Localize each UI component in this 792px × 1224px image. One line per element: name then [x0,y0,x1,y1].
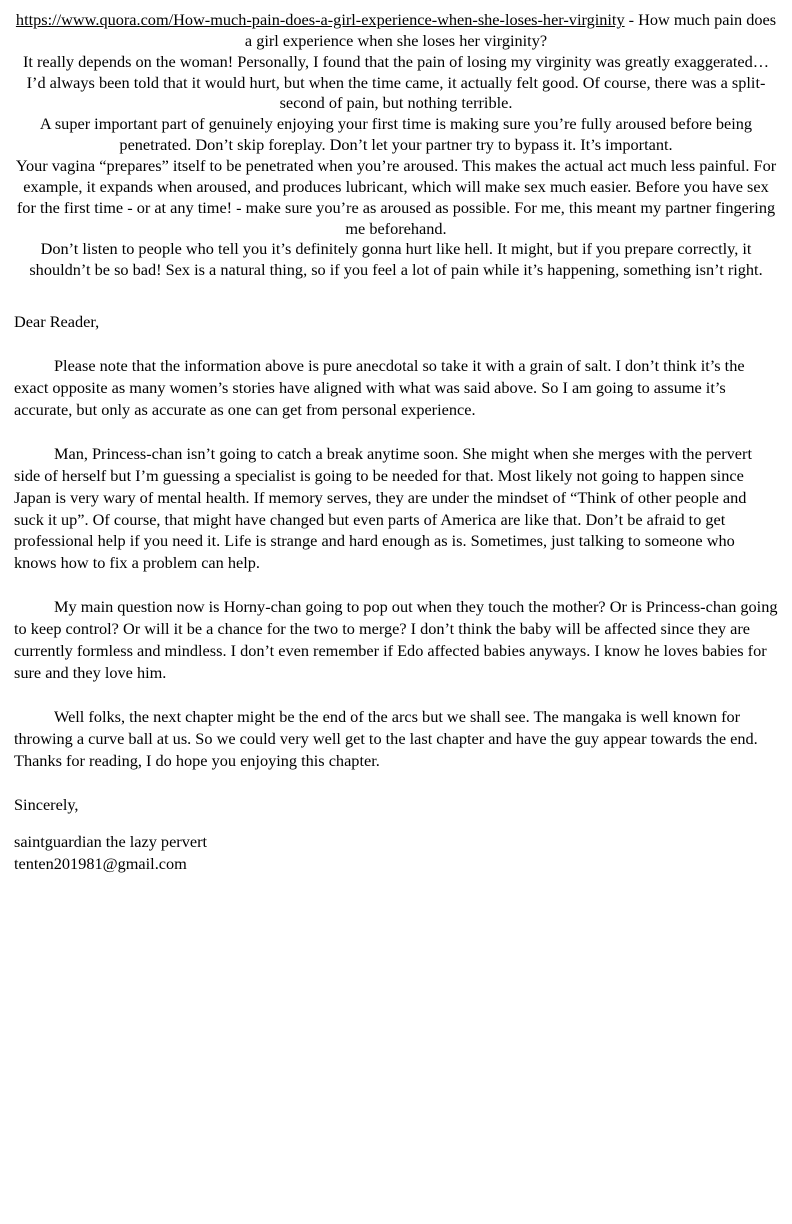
source-url-link[interactable]: https://www.quora.com/How-much-pain-does-a-girl-experience-when-she-loses-her-virginity [15,10,625,29]
letter-paragraph-3: My main question now is Horny-chan going to pop out when they touch the mother? Or is Princess-chan going to keep control? Or will it be a chance for the two to merge? I don’t think the baby will be affected since they are currently formless and mindless. I don’t even remember if Edo affected babies anyways. I know he loves babies for sure and they love him. [14,597,778,682]
source-question: How much pain does a girl experience when she loses her virginity? [244,10,777,50]
quote-paragraph-1: It really depends on the woman! Personally, I found that the pain of losing my virginity was greatly exaggerated… I’d always been told that it would hurt, but when the time came, it actually felt good. Of course, there was a split-second of pain, but nothing terrible. [22,51,770,113]
signature-name: saintguardian the lazy pervert [14,832,208,852]
spacer-after-salutation [14,333,778,355]
letter-paragraph-2: Man, Princess-chan isn’t going to catch a break anytime soon. She might when she merges with the pervert side of herself but I’m guessing a specialist is going to be needed for that. Most likely not going to happen since Japan is very wary of mental health. If memory serves, they are under the mindset of “Think of other people and suck it up”. Of course, that might have changed but even parts of America are like that. Don’t be afraid to get professional help if you need it. Life is strange and hard enough as is. Sometimes, just talking to someone who knows how to fix a problem can help. [14,443,752,573]
quote-paragraph-3: Your vagina “prepares” itself to be penetrated when you’re aroused. This makes the actual act much less painful. For example, it expands when aroused, and produces lubricant, which will make sex much easier. Before you have sex for the first time - or at any time! - make sure you’re as aroused as possible. For me, this meant my partner fingering me beforehand. [15,156,777,238]
spacer-4 [14,772,778,794]
spacer-3 [14,684,778,706]
quote-paragraph-4: Don’t listen to people who tell you it’s definitely gonna hurt like hell. It might, but if you prepare correctly, it shouldn’t be so bad! Sex is a natural thing, so if you feel a lot of pain while it’s happening, something isn’t right. [29,239,763,280]
spacer-after-quote [14,281,778,311]
signature-email[interactable]: tenten201981@gmail.com [14,854,187,874]
spacer-5 [14,815,778,831]
quote-paragraph-2: A super important part of genuinely enjoying your first time is making sure you’re fully aroused before being penetrated. Don’t skip foreplay. Don’t let your partner try to bypass it. It’s important. [39,114,753,155]
letter-paragraph-4: Well folks, the next chapter might be the end of the arcs but we shall see. The mangaka is well known for throwing a curve ball at us. So we could very well get to the last chapter and have the guy appear towards the end. Thanks for reading, I do hope you enjoying this chapter. [14,706,758,770]
letter-salutation: Dear Reader, [14,312,100,332]
quote-source-line [14,10,778,52]
source-separator: - [624,10,639,29]
quoted-article-block [14,10,778,281]
letter-closing: Sincerely, [14,794,79,814]
letter-block [14,311,778,875]
spacer-1 [14,421,778,443]
letter-paragraph-1: Please note that the information above is pure anecdotal so take it with a grain of salt. I don’t think it’s the exact opposite as many women’s stories have aligned with what was said above. So I am going to assume it’s accurate, but only as accurate as one can get from personal experience. [14,356,745,419]
spacer-2 [14,574,778,596]
